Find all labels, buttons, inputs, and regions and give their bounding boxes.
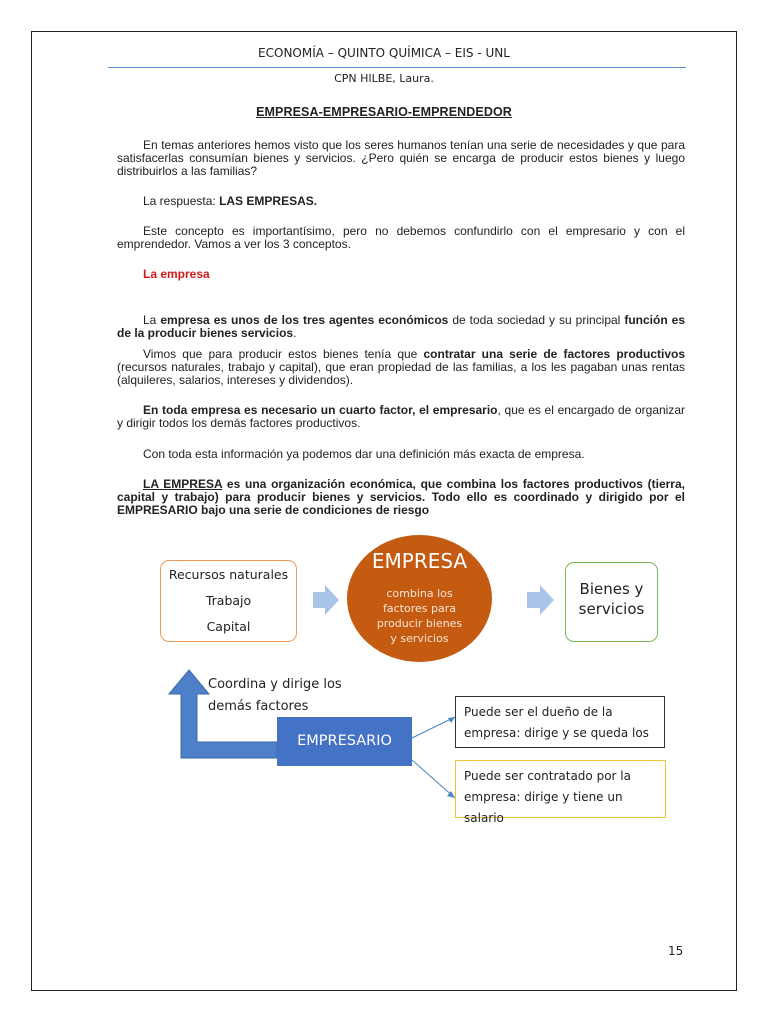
owner-note: Puede ser el dueño de la empresa: dirige y se queda los — [455, 696, 665, 748]
input-capital: Capital — [206, 619, 251, 634]
p5-c: (recursos naturales, trabajo y capital), que eran propiedad de las familias, a los les pagaban unas rentas (alquileres, salarios, intereses y dividendos). — [117, 360, 685, 387]
paragraph-definition — [117, 478, 685, 517]
coordinate-line1: Coordina y dirige los — [208, 677, 342, 692]
inputs-box — [160, 560, 297, 642]
paragraph-intro: En temas anteriores hemos visto que los seres humanos tenían una serie de necesidades y que para satisfacerlas consumían bienes y servicios. ¿Pero quién se encarga de producir estos bienes y luego distribuirlos a las familias? — [117, 138, 685, 178]
answer-lead: La respuesta: — [143, 194, 220, 208]
p8-b: es una organización económica, que combina los factores productivos (tierra, capital y trabajo) para producir bienes y servicios. Todo ello es coordinado y dirigido por el EMPRESARIO bajo una serie de condiciones de riesgo — [117, 477, 685, 517]
document-title: EMPRESA-EMPRESARIO-EMPRENDEDOR — [256, 105, 512, 119]
p6-b: , que es el encargado de organizar y dirigir todos los demás factores productivos. — [117, 403, 686, 430]
coordinate-line2: demás factores — [208, 699, 309, 714]
section-heading-empresa — [143, 268, 711, 281]
empresa-circle — [347, 535, 492, 662]
p4-c: de toda sociedad y su principal — [448, 313, 625, 327]
header-course: ECONOMÍA – QUINTO QUÍMICA – EIS - UNL — [258, 46, 510, 60]
answer-bold: LAS EMPRESAS. — [219, 194, 318, 208]
paragraph-entrepreneur — [117, 404, 685, 430]
paragraph-agents — [117, 314, 685, 340]
paragraph-factors — [117, 348, 685, 387]
empresa-title: EMPRESA — [371, 549, 468, 573]
connector-lines — [410, 710, 460, 802]
outputs-box: Bienes y servicios — [565, 562, 658, 642]
empresario-box: EMPRESARIO — [277, 717, 412, 766]
p4-b: empresa es unos de los tres agentes económicos — [160, 313, 449, 327]
arrow-left-shaft — [313, 592, 325, 608]
p6-a: En toda empresa es necesario un cuarto factor, el empresario — [143, 403, 498, 417]
coordinate-label — [208, 674, 342, 718]
hired-note: Puede ser contratado por la empresa: dirige y tiene un salario — [455, 760, 666, 818]
empresa-description: combina los factores para producir bienes y servicios — [376, 587, 463, 645]
input-natural-resources: Recursos naturales — [168, 567, 289, 582]
header-rule — [108, 67, 686, 68]
p4-d: función es de la producir bienes servicios — [117, 313, 685, 340]
header-author: CPN HILBE, Laura. — [334, 72, 434, 85]
paragraph-concepts: Este concepto es importantísimo, pero no debemos confundirlo con el empresario y con el emprendedor. Vamos a ver los 3 conceptos. — [117, 224, 685, 251]
page-number: 15 — [668, 944, 684, 958]
p8-a: LA EMPRESA — [143, 477, 223, 491]
input-labor: Trabajo — [205, 593, 252, 608]
p5-a: Vimos que para producir estos bienes tenía que — [143, 347, 424, 361]
paragraph-definition-intro: Con toda esta información ya podemos dar una definición más exacta de empresa. — [143, 447, 585, 461]
section-heading-text: La empresa — [143, 267, 210, 281]
p4-e: . — [293, 326, 297, 340]
p4-a: La — [143, 313, 161, 327]
arrow-right-shaft — [527, 592, 540, 608]
p5-b: contratar una serie de factores productivos — [423, 347, 685, 361]
paragraph-answer — [143, 195, 683, 208]
arrow-left-head — [325, 585, 339, 615]
arrow-right-head — [540, 585, 554, 615]
